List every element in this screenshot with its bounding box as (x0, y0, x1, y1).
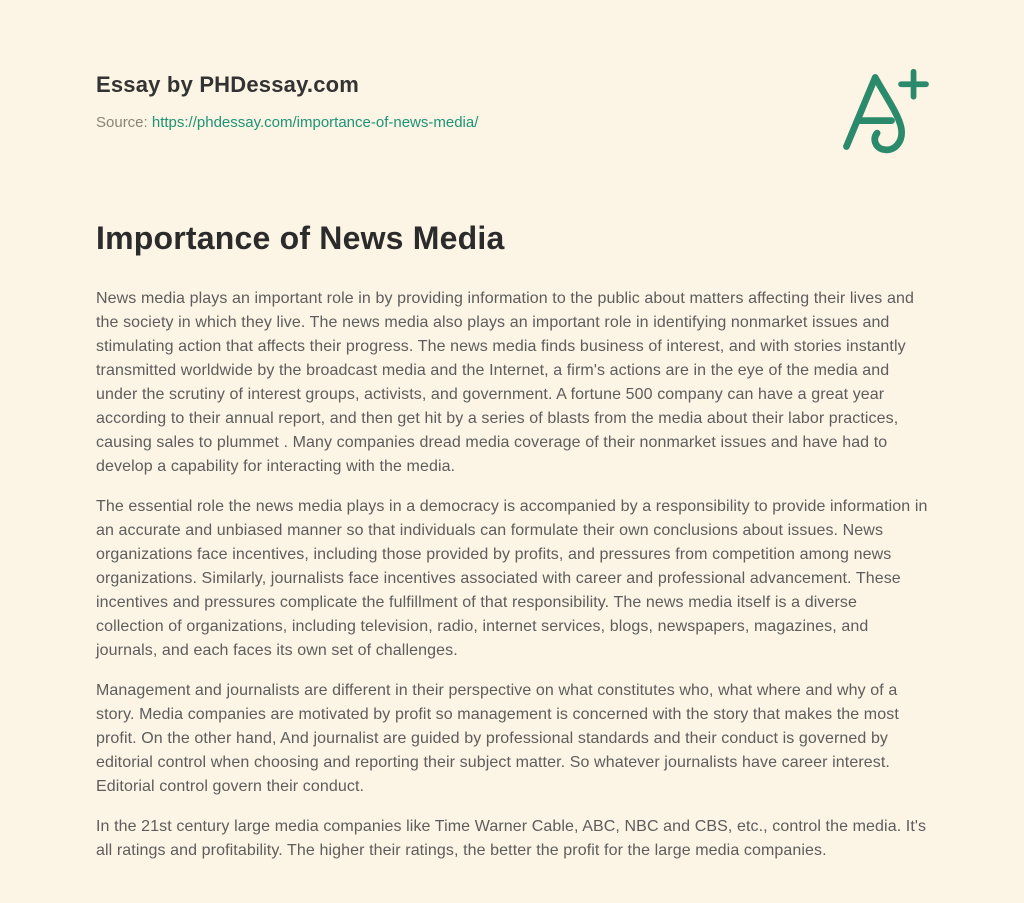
source-label: Source: (96, 114, 148, 131)
essay-paragraph-2: The essential role the news media plays in a democracy is accompanied by a responsibility to provide information in an accurate and unbiased manner so that individuals can formulate their own conclusions about issues. News organizations face incentives, including those provided by profits, and pressures from competition among news organizations. Similarly, journalists face incentives associated with career and professional advancement. These incentives and pressures complicate the fulfillment of that responsibility. The news media itself is a diverse collection of organizations, including television, radio, internet services, blogs, newspapers, magazines, and journals, and each faces its own set of challenges. (96, 498, 928, 659)
header-text-block (96, 72, 478, 131)
page-header (96, 72, 928, 158)
essay-title: Importance of News Media (96, 220, 505, 256)
phdessay-logo-icon (826, 66, 934, 158)
essay-paragraph-1: News media plays an important role in by providing information to the public about matters affecting their lives and the society in which they live. The news media also plays an important role in identifying nonmarket issues and stimulating action that affects their progress. The news media finds business of interest, and with stories instantly transmitted worldwide by the broadcast media and the Internet, a firm's actions are in the eye of the media and under the scrutiny of interest groups, activists, and government. A fortune 500 company can have a great year according to their annual report, and then get hit by a series of blasts from the media about their labor practices, causing sales to plummet . Many companies dread media coverage of their nonmarket issues and have had to develop a capability for interacting with the media. (96, 290, 914, 475)
source-url-link[interactable]: https://phdessay.com/importance-of-news-media/ (151, 114, 479, 131)
essay-body (96, 287, 928, 863)
source-line (96, 114, 478, 131)
essay-paragraph-3: Management and journalists are different in their perspective on what constitutes who, what where and why of a story. Media companies are motivated by profit so management is concerned with the story that makes the most profit. On the other hand, And journalist are guided by professional standards and their conduct is governed by editorial control when choosing and reporting their subject matter. So whatever journalists have career interest. Editorial control govern their conduct. (96, 682, 899, 795)
essay-paragraph-4: In the 21st century large media companies like Time Warner Cable, ABC, NBC and CBS, etc., control the media. It's all ratings and profitability. The higher their ratings, the better the profit for the large media companies. (96, 818, 927, 859)
site-title: Essay by PHDessay.com (96, 72, 360, 97)
